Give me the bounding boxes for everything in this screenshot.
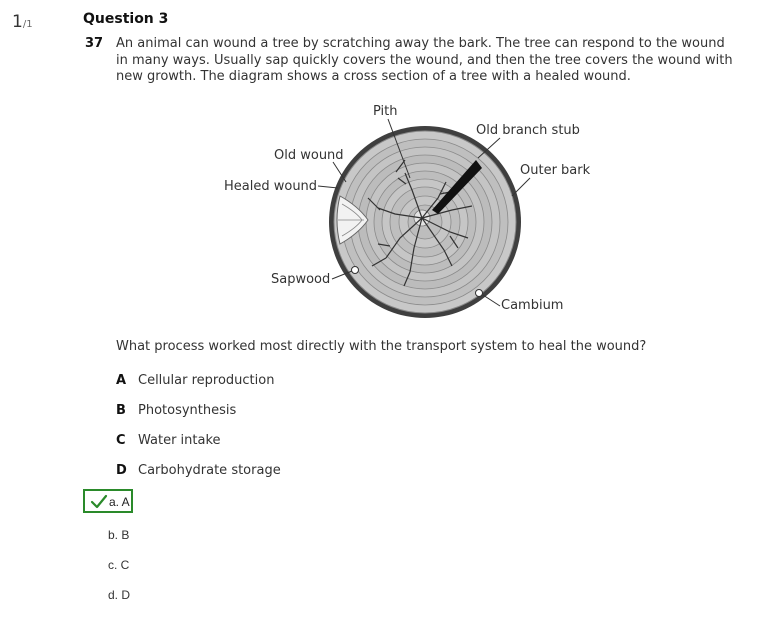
score-value: 1 (12, 12, 23, 32)
question-title: Question 3 (83, 11, 169, 27)
answer-option-a[interactable] (83, 489, 133, 513)
label-outer-bark: Outer bark (520, 163, 591, 178)
stem-line: new growth. The diagram shows a cross section of a tree with a healed wound. (116, 69, 631, 84)
choice-a (116, 373, 274, 388)
stem-line: An animal can wound a tree by scratching away the bark. The tree can respond to the wound (116, 36, 725, 51)
label-healed-wound: Healed wound (224, 179, 318, 194)
label-sapwood: Sapwood (271, 272, 331, 287)
answer-option-d[interactable]: d. D (108, 588, 131, 602)
choice-text: Carbohydrate storage (138, 463, 281, 478)
choice-letter: C (116, 433, 126, 448)
question-prompt: What process worked most directly with the transport system to heal the wound? (116, 339, 647, 354)
label-old-wound: Old wound (274, 148, 344, 163)
choice-text: Photosynthesis (138, 403, 237, 418)
check-icon (90, 494, 108, 510)
label-cambium: Cambium (501, 298, 564, 313)
question-score (12, 12, 33, 32)
tree-cross-section-diagram (200, 98, 600, 323)
label-pith: Pith (373, 104, 398, 119)
score-denominator: /1 (22, 19, 33, 30)
question-stem (116, 36, 736, 86)
choice-text: Cellular reproduction (138, 373, 275, 388)
choice-b (116, 403, 236, 418)
question-number: 37 (85, 36, 104, 51)
answer-label: a. A (109, 495, 130, 509)
answer-option-b[interactable]: b. B (108, 528, 130, 542)
cambium-marker (476, 290, 483, 297)
choice-c (116, 433, 221, 448)
choice-letter: D (116, 463, 127, 478)
choice-letter: B (116, 403, 126, 418)
sapwood-marker (352, 267, 359, 274)
choice-letter: A (116, 373, 127, 388)
answer-option-c[interactable]: c. C (108, 558, 130, 572)
choice-text: Water intake (138, 433, 221, 448)
stem-line: in many ways. Usually sap quickly covers the wound, and then the tree covers the wound with (116, 52, 733, 68)
choice-d (116, 463, 281, 478)
label-old-branch-stub: Old branch stub (476, 123, 580, 138)
